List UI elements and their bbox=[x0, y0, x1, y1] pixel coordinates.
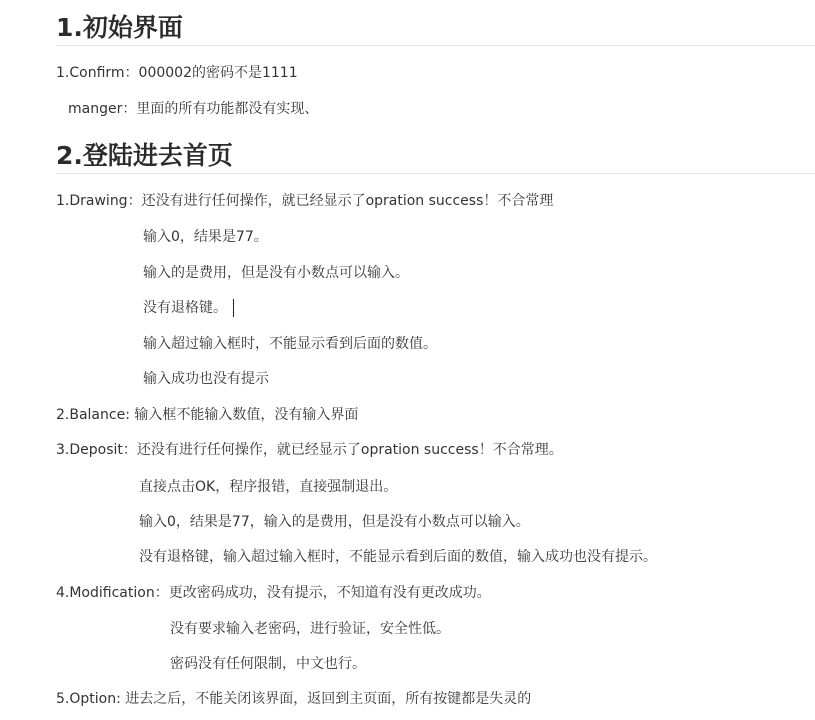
drawing-detail-row bbox=[143, 299, 234, 317]
balance-item: 2.Balance: 输入框不能输入数值，没有输入界面 bbox=[56, 407, 359, 423]
section2-heading: 2.登陆进去首页 bbox=[56, 141, 233, 170]
drawing-detail: 输入的是费用，但是没有小数点可以输入。 bbox=[143, 265, 409, 281]
deposit-detail: 输入0，结果是77，输入的是费用，但是没有小数点可以输入。 bbox=[139, 514, 530, 530]
drawing-detail: 没有退格键。 bbox=[143, 300, 227, 316]
section1-divider bbox=[56, 45, 815, 46]
deposit-detail: 直接点击OK，程序报错，直接强制退出。 bbox=[139, 479, 398, 495]
section1-heading: 1.初始界面 bbox=[56, 13, 183, 42]
section2-divider bbox=[56, 173, 815, 174]
drawing-detail: 输入超过输入框时，不能显示看到后面的数值。 bbox=[143, 336, 437, 352]
modification-detail: 密码没有任何限制，中文也行。 bbox=[170, 656, 366, 672]
drawing-item: 1.Drawing：还没有进行任何操作，就已经显示了opration success！不合常理 bbox=[56, 193, 554, 209]
option-item: 5.Option: 进去之后，不能关闭该界面，返回到主页面，所有按键都是失灵的 bbox=[56, 691, 532, 707]
modification-detail: 没有要求输入老密码，进行验证，安全性低。 bbox=[170, 621, 450, 637]
text-cursor bbox=[233, 299, 234, 317]
confirm-item: 1.Confirm：000002的密码不是1111 bbox=[56, 65, 298, 81]
drawing-detail: 输入0，结果是77。 bbox=[143, 229, 268, 245]
deposit-item: 3.Deposit：还没有进行任何操作，就已经显示了opration success！不合常理。 bbox=[56, 442, 563, 458]
deposit-detail: 没有退格键，输入超过输入框时，不能显示看到后面的数值，输入成功也没有提示。 bbox=[139, 549, 657, 565]
modification-item: 4.Modification：更改密码成功，没有提示，不知道有没有更改成功。 bbox=[56, 585, 491, 601]
drawing-detail: 输入成功也没有提示 bbox=[143, 371, 269, 387]
manger-item: manger：里面的所有功能都没有实现、 bbox=[68, 101, 319, 117]
